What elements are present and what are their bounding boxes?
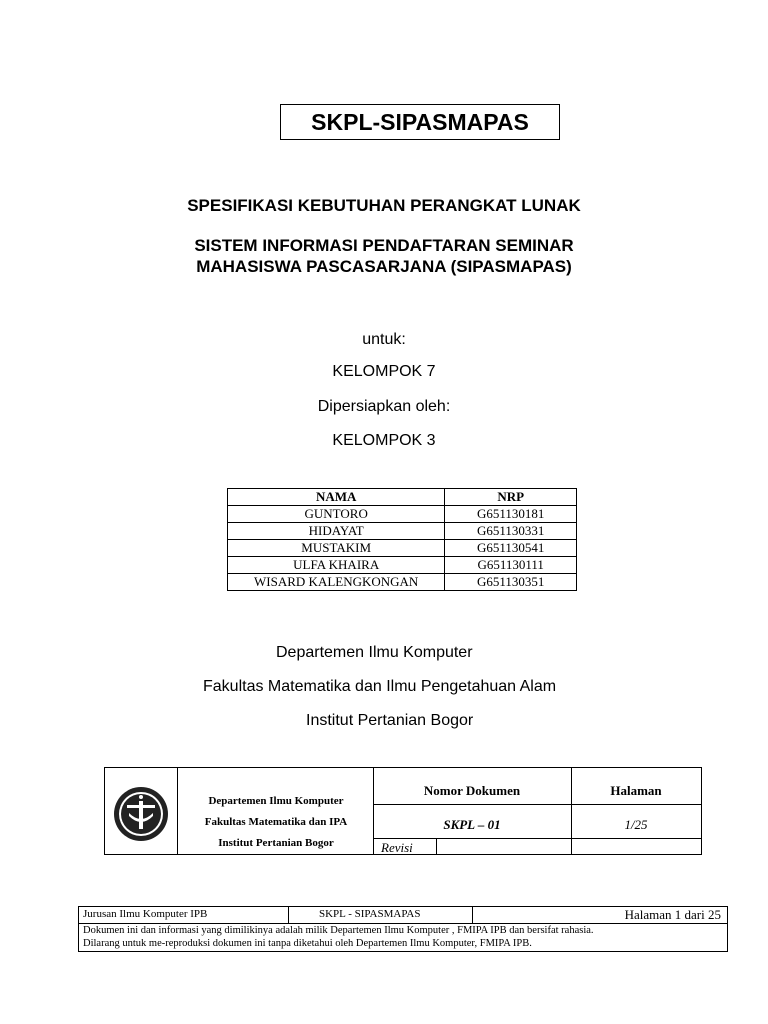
table-row (228, 557, 577, 574)
document-info-box (104, 767, 702, 855)
document-code-title: SKPL-SIPASMAPAS (280, 104, 560, 140)
faculty-name: Fakultas Matematika dan Ilmu Pengetahuan Alam (203, 678, 557, 695)
members-table (227, 488, 577, 591)
prepared-label: Dipersiapkan oleh: (317, 398, 451, 415)
table-row (228, 540, 577, 557)
doc-dept-line2: Fakultas Matematika dan IPA (204, 816, 348, 828)
document-number-value: SKPL – 01 (443, 817, 501, 832)
spec-heading: SPESIFIKASI KEBUTUHAN PERANGKAT LUNAK (187, 196, 581, 215)
footer-notice-line2: Dilarang untuk me-reproduksi dokumen ini tanpa diketahui oleh Departemen Ilmu Komputer, FMIPA IPB. (83, 938, 532, 949)
table-row (228, 523, 577, 540)
footer-department: Jurusan Ilmu Komputer IPB (83, 908, 208, 920)
footer-page-number: Halaman 1 dari 25 (624, 907, 721, 922)
member-nrp: G651130111 (445, 557, 577, 574)
doc-dept-line1: Departemen Ilmu Komputer (208, 795, 344, 807)
ipb-seal-icon (109, 785, 173, 843)
member-nrp: G651130541 (445, 540, 577, 557)
member-name: ULFA KHAIRA (228, 557, 445, 574)
member-nrp: G651130181 (445, 506, 577, 523)
footer-document-code: SKPL - SIPASMAPAS (319, 908, 421, 920)
university-name: Institut Pertanian Bogor (306, 712, 474, 729)
page-footer (78, 906, 728, 952)
member-name: HIDAYAT (228, 523, 445, 540)
for-value: KELOMPOK 7 (332, 363, 436, 380)
member-name: WISARD KALENGKONGAN (228, 574, 445, 591)
doc-dept-line3: Institut Pertanian Bogor (218, 837, 334, 849)
table-row (228, 506, 577, 523)
revision-label: Revisi (381, 840, 413, 855)
system-title-line2: MAHASISWA PASCASARJANA (SIPASMAPAS) (196, 257, 572, 276)
table-row (228, 574, 577, 591)
page-header: Halaman (610, 783, 662, 798)
member-nrp: G651130331 (445, 523, 577, 540)
page-value: 1/25 (624, 817, 648, 832)
nrp-column-header: NRP (445, 489, 577, 506)
member-name: GUNTORO (228, 506, 445, 523)
member-name: MUSTAKIM (228, 540, 445, 557)
members-header-row (228, 489, 577, 506)
footer-notice-line1: Dokumen ini dan informasi yang dimilikinya adalah milik Departemen Ilmu Komputer , FMIPA IPB dan bersifat rahasia. (83, 925, 594, 936)
member-nrp: G651130351 (445, 574, 577, 591)
document-number-header: Nomor Dokumen (423, 783, 521, 798)
name-column-header: NAMA (228, 489, 445, 506)
prepared-value: KELOMPOK 3 (332, 432, 436, 449)
department-name: Departemen Ilmu Komputer (276, 644, 473, 661)
for-label: untuk: (362, 331, 406, 348)
system-title-line1: SISTEM INFORMASI PENDAFTARAN SEMINAR (194, 236, 574, 255)
